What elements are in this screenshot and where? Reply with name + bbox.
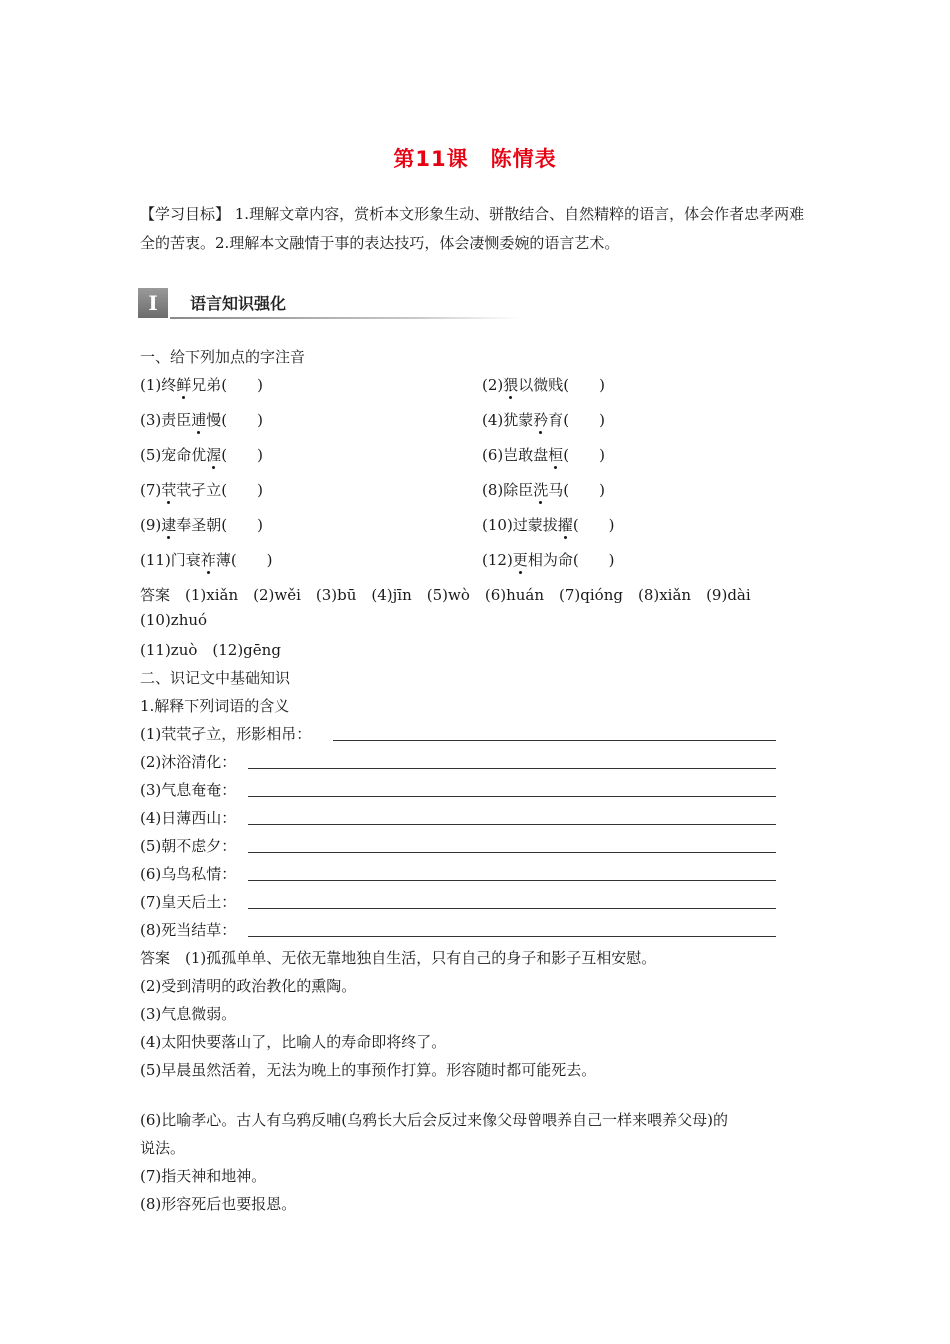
pinyin-item: (12)更相为命( ) <box>482 551 615 569</box>
answer-blank[interactable] <box>248 880 776 881</box>
dotted-character: 猥 <box>503 376 519 394</box>
dotted-character: 茕 <box>161 481 177 499</box>
pinyin-item: (3)责臣逋慢( ) <box>140 411 263 429</box>
dotted-character: 擢 <box>557 516 573 534</box>
answer-line: 答案 (1)孤孤单单、无依无靠地独自生活，只有自己的身子和影子互相安慰。 <box>140 949 657 967</box>
pinyin-item: (8)除臣洗马( ) <box>482 481 605 499</box>
answer-blank[interactable] <box>248 796 776 797</box>
pinyin-item: (9)逮奉圣朝( ) <box>140 516 263 534</box>
answer-line: (2)受到清明的政治教化的熏陶。 <box>140 977 357 995</box>
section-header <box>138 288 518 322</box>
learning-objectives: 【学习目标】 1.理解文章内容，赏析本文形象生动、骈散结合、自然精粹的语言，体会作者忠孝两难全的苦衷。2.理解本文融情于事的表达技巧，体会凄恻委婉的语言艺术。 <box>140 205 805 252</box>
term-prompt: (1)茕茕孑立，形影相吊： <box>140 725 312 743</box>
dotted-character: 桓 <box>548 446 564 464</box>
pinyin-item: (10)过蒙拔擢( ) <box>482 516 615 534</box>
dotted-character: 洗 <box>533 481 549 499</box>
answer-line: (8)形容死后也要报恩。 <box>140 1195 297 1213</box>
lesson-title: 第11课 陈情表 <box>393 147 557 171</box>
part2-heading: 二、识记文中基础知识 <box>140 669 291 687</box>
dotted-character: 渥 <box>206 446 222 464</box>
dotted-character: 更 <box>512 551 528 569</box>
answer-line: (7)指天神和地神。 <box>140 1167 267 1185</box>
part2-subheading: 1.解释下列词语的含义 <box>140 697 290 715</box>
term-prompt: (4)日薄西山： <box>140 809 237 827</box>
section-label: 语言知识强化 <box>190 294 287 313</box>
dotted-character: 鲜 <box>176 376 192 394</box>
part1-heading: 一、给下列加点的字注音 <box>140 348 306 366</box>
pinyin-item: (11)门衰祚薄( ) <box>140 551 273 569</box>
answer-blank[interactable] <box>333 740 776 741</box>
dotted-character: 矜 <box>533 411 549 429</box>
answer-blank[interactable] <box>248 824 776 825</box>
term-prompt: (2)沐浴清化： <box>140 753 237 771</box>
answer-pinyin-line: (10)zhuó <box>140 611 208 629</box>
answer-pinyin-line: 答案 (1)xiǎn (2)wěi (3)bū (4)jīn (5)wò (6)huán (7)qióng (8)xiǎn (9)dài <box>140 586 751 604</box>
answer-blank[interactable] <box>248 852 776 853</box>
pinyin-item: (6)岂敢盘桓( ) <box>482 446 605 464</box>
dotted-character: 祚 <box>200 551 216 569</box>
dotted-character: 逮 <box>161 516 177 534</box>
section-number-badge: I <box>138 288 168 318</box>
answer-line: (5)早晨虽然活着，无法为晚上的事预作打算。形容随时都可能死去。 <box>140 1061 597 1079</box>
pinyin-item: (5)宠命优渥( ) <box>140 446 263 464</box>
term-prompt: (6)乌鸟私情： <box>140 865 237 883</box>
pinyin-item: (4)犹蒙矜育( ) <box>482 411 605 429</box>
answer-pinyin-line: (11)zuò (12)gēng <box>140 641 281 659</box>
term-prompt: (5)朝不虑夕： <box>140 837 237 855</box>
term-prompt: (7)皇天后土： <box>140 893 237 911</box>
term-prompt: (8)死当结草： <box>140 921 237 939</box>
answer-line: (3)气息微弱。 <box>140 1005 237 1023</box>
answer-blank[interactable] <box>248 908 776 909</box>
dotted-character: 逋 <box>191 411 207 429</box>
answer-line: 说法。 <box>140 1139 186 1157</box>
answer-line: (6)比喻孝心。古人有乌鸦反哺(乌鸦长大后会反过来像父母曾喂养自己一样来喂养父母)的 <box>140 1111 728 1129</box>
pinyin-item: (1)终鲜兄弟( ) <box>140 376 263 394</box>
answer-blank[interactable] <box>248 936 776 937</box>
answer-line: (4)太阳快要落山了，比喻人的寿命即将终了。 <box>140 1033 447 1051</box>
answer-blank[interactable] <box>248 768 776 769</box>
term-prompt: (3)气息奄奄： <box>140 781 237 799</box>
section-underline <box>170 317 520 319</box>
pinyin-item: (7)茕茕孑立( ) <box>140 481 263 499</box>
pinyin-item: (2)猥以微贱( ) <box>482 376 605 394</box>
